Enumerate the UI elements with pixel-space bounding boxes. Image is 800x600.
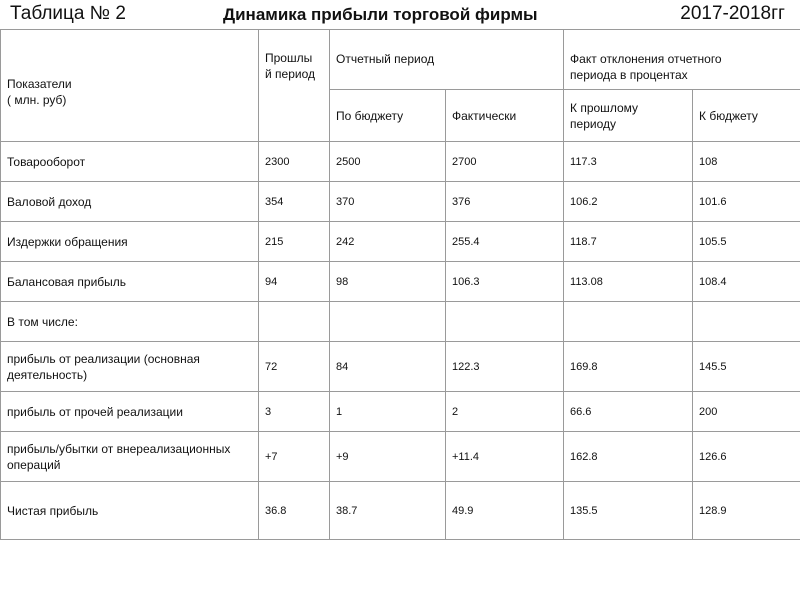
vs-budget-cell: 105.5 [693, 222, 800, 262]
table-row [1, 342, 800, 392]
column-header-deviation [564, 30, 800, 90]
vs-previous-cell: 118.7 [564, 222, 693, 262]
column-header-reporting-period [330, 30, 564, 90]
previous-period-cell [259, 302, 330, 342]
vs-budget-cell [693, 302, 800, 342]
vs-previous-cell: 162.8 [564, 432, 693, 482]
actual-cell: 106.3 [446, 262, 564, 302]
actual-cell: 2 [446, 392, 564, 432]
vs-budget-cell: 108.4 [693, 262, 800, 302]
indicator-name-cell: Товарооборот [1, 142, 259, 182]
column-header-to-previous [564, 90, 693, 142]
header-row-1 [1, 30, 800, 90]
vs-previous-cell: 117.3 [564, 142, 693, 182]
vs-budget-cell: 126.6 [693, 432, 800, 482]
indicator-name-cell: Чистая прибыль [1, 482, 259, 540]
table-row [1, 142, 800, 182]
budget-cell: 98 [330, 262, 446, 302]
by-budget-label: По бюджету [336, 108, 404, 123]
deviation-label-2: периода в процентах [570, 68, 688, 82]
to-previous-label-1: К прошлому [570, 100, 639, 115]
indicator-label: Показатели [7, 76, 72, 91]
vs-budget-cell: 108 [693, 142, 800, 182]
indicator-name-cell: Валовой доход [1, 182, 259, 222]
previous-period-label-2: й период [265, 67, 315, 81]
vs-budget-cell: 128.9 [693, 482, 800, 540]
table-row [1, 262, 800, 302]
to-budget-label: К бюджету [699, 108, 758, 123]
vs-budget-cell: 145.5 [693, 342, 800, 392]
vs-previous-cell: 169.8 [564, 342, 693, 392]
vs-previous-cell: 135.5 [564, 482, 693, 540]
previous-period-cell: 2300 [259, 142, 330, 182]
table-row [1, 222, 800, 262]
profit-dynamics-table [0, 29, 800, 540]
budget-cell: +9 [330, 432, 446, 482]
budget-cell: 2500 [330, 142, 446, 182]
budget-cell: 242 [330, 222, 446, 262]
indicator-name-cell: прибыль/убытки от внереализационных операций [1, 432, 259, 482]
column-header-previous-period [259, 30, 330, 142]
table-row [1, 302, 800, 342]
previous-period-label-1: Прошлы [265, 51, 313, 65]
budget-cell [330, 302, 446, 342]
table-row [1, 182, 800, 222]
column-header-to-budget [693, 90, 800, 142]
indicator-name-cell: В том числе: [1, 302, 259, 342]
actual-cell: 122.3 [446, 342, 564, 392]
vs-previous-cell: 66.6 [564, 392, 693, 432]
budget-cell: 370 [330, 182, 446, 222]
budget-cell: 38.7 [330, 482, 446, 540]
actual-cell: +11.4 [446, 432, 564, 482]
deviation-label-1: Факт отклонения отчетного [570, 52, 722, 66]
previous-period-cell: +7 [259, 432, 330, 482]
previous-period-cell: 94 [259, 262, 330, 302]
indicator-name-cell: прибыль от реализации (основная деятельность) [1, 342, 259, 392]
column-header-actual [446, 90, 564, 142]
indicator-name-cell: Балансовая прибыль [1, 262, 259, 302]
vs-budget-cell: 200 [693, 392, 800, 432]
page-header [0, 0, 800, 28]
budget-cell: 1 [330, 392, 446, 432]
actual-cell: 376 [446, 182, 564, 222]
table-years: 2017-2018гг [680, 3, 785, 24]
column-header-indicator [1, 30, 259, 142]
previous-period-cell: 36.8 [259, 482, 330, 540]
previous-period-cell: 215 [259, 222, 330, 262]
indicator-name-cell: прибыль от прочей реализации [1, 392, 259, 432]
indicator-name-cell: Издержки обращения [1, 222, 259, 262]
table-row [1, 482, 800, 540]
budget-cell: 84 [330, 342, 446, 392]
table-row [1, 432, 800, 482]
previous-period-cell: 72 [259, 342, 330, 392]
reporting-period-label: Отчетный период [336, 52, 435, 66]
to-previous-label-2: периоду [570, 116, 616, 131]
table-row [1, 392, 800, 432]
previous-period-cell: 354 [259, 182, 330, 222]
table-number: Таблица № 2 [10, 3, 127, 24]
vs-budget-cell: 101.6 [693, 182, 800, 222]
actual-label: Фактически [452, 108, 517, 123]
vs-previous-cell [564, 302, 693, 342]
indicator-unit: ( млн. руб) [7, 92, 67, 107]
actual-cell: 2700 [446, 142, 564, 182]
actual-cell [446, 302, 564, 342]
table-title: Динамика прибыли торговой фирмы [223, 5, 538, 24]
column-header-by-budget [330, 90, 446, 142]
previous-period-cell: 3 [259, 392, 330, 432]
vs-previous-cell: 113.08 [564, 262, 693, 302]
actual-cell: 49.9 [446, 482, 564, 540]
vs-previous-cell: 106.2 [564, 182, 693, 222]
actual-cell: 255.4 [446, 222, 564, 262]
